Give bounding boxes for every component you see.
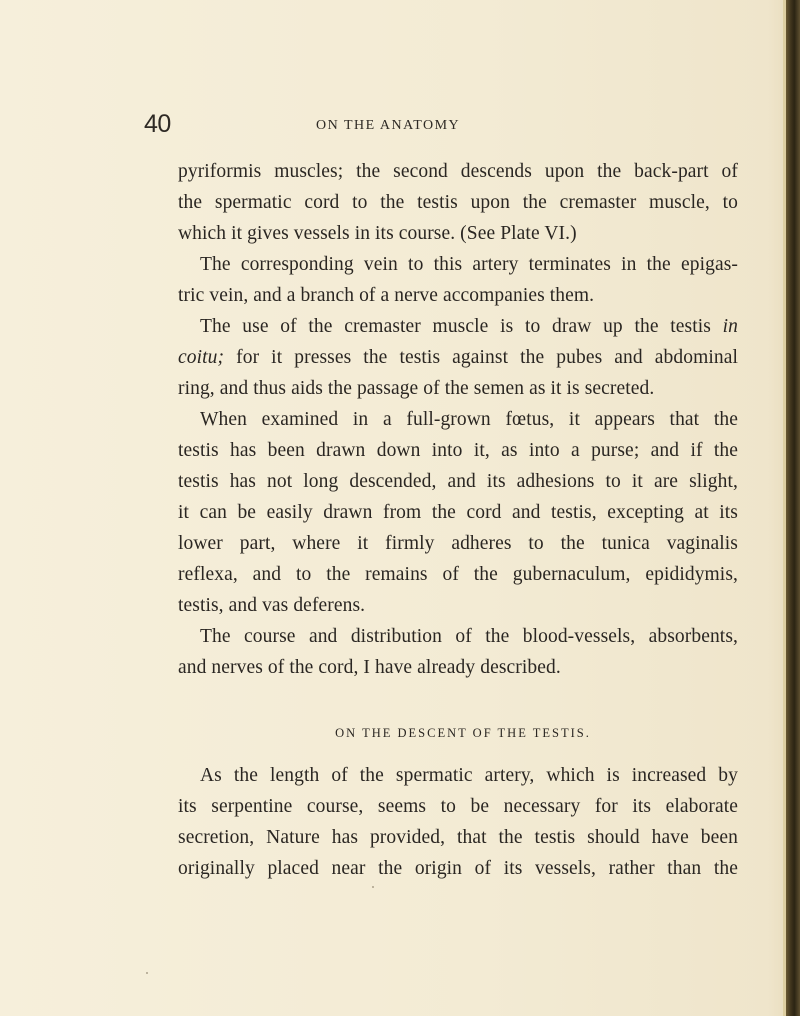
text-line: testis has not long descended, and its adhesions to it are slight, — [178, 471, 738, 492]
text-line: The course and distribution of the blood-vessels, absorbents, — [200, 626, 738, 647]
text-line: it can be easily drawn from the cord and testis, excepting at its — [178, 502, 738, 523]
text-line: the spermatic cord to the testis upon the cremaster muscle, to — [178, 192, 738, 213]
text-line: The corresponding vein to this artery terminates in the epigas- — [200, 254, 738, 275]
text-line — [178, 311, 738, 342]
paragraph — [178, 156, 738, 249]
page-number: 40 — [144, 110, 171, 138]
book-edge — [786, 0, 800, 1016]
paragraph — [178, 249, 738, 311]
text-line: tric vein, and a branch of a nerve accompanies them. — [178, 285, 595, 306]
text-line: lower part, where it firmly adheres to the tunica vaginalis — [178, 533, 738, 554]
paragraph — [178, 311, 738, 404]
text-run: The use of the cremaster muscle is to draw up the testis — [200, 316, 723, 337]
text-line: which it gives vessels in its course. (See Plate VI.) — [178, 223, 577, 244]
text-line: testis, and vas deferens. — [178, 595, 366, 616]
text-line: ring, and thus aids the passage of the semen as it is secreted. — [178, 378, 655, 399]
paragraph — [178, 621, 738, 683]
text-line: testis has been drawn down into it, as into a purse; and if the — [178, 440, 738, 461]
paragraph — [178, 404, 738, 621]
text-line: pyriformis muscles; the second descends upon the back-part of — [178, 161, 738, 182]
text-line: its serpentine course, seems to be necessary for its elaborate — [178, 796, 738, 817]
body-text — [178, 156, 738, 884]
section-heading: ON THE DESCENT OF THE TESTIS. — [335, 726, 591, 740]
text-line: and nerves of the cord, I have already described. — [178, 657, 561, 678]
italic-text: in — [722, 316, 738, 337]
text-line: secretion, Nature has provided, that the testis should have been — [178, 827, 738, 848]
text-line: originally placed near the origin of its vessels, rather than the — [178, 858, 738, 879]
text-line — [178, 342, 738, 373]
italic-text: coitu; — [178, 347, 225, 368]
running-head: ON THE ANATOMY — [316, 118, 461, 133]
text-line: reflexa, and to the remains of the gubernaculum, epididymis, — [178, 564, 738, 585]
text-run: for it presses the testis against the pubes and abdominal — [224, 347, 738, 368]
paragraph — [178, 760, 738, 884]
text-line: When examined in a full-grown fœtus, it appears that the — [200, 409, 738, 430]
paper-speck — [372, 886, 374, 888]
paper-speck — [146, 972, 148, 974]
text-line: As the length of the spermatic artery, which is increased by — [200, 765, 738, 786]
